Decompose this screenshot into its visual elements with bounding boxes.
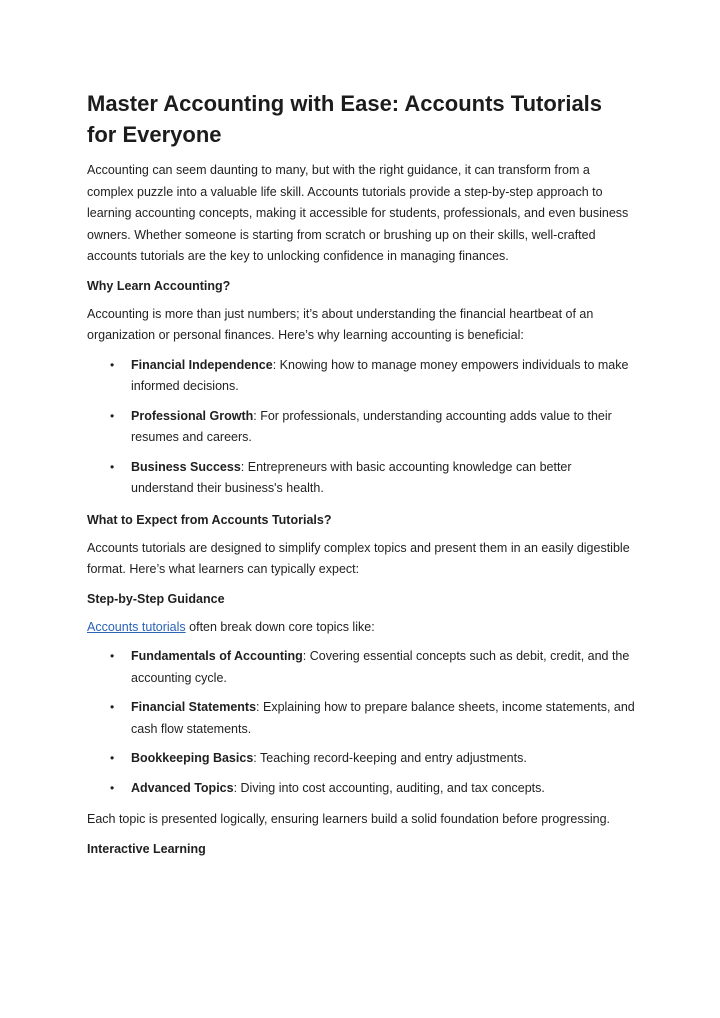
step-paragraph-text: often break down core topics like: [185,619,375,634]
list-item [87,697,636,740]
interactive-heading: Interactive Learning [87,841,206,856]
step-closing-paragraph: Each topic is presented logically, ensuring learners build a solid foundation before progressing. [87,812,610,826]
list-item [87,748,636,770]
list-item-desc: : Diving into cost accounting, auditing, and tax concepts. [233,780,545,795]
list-item-desc: : Knowing how to manage money empowers individuals to make informed decisions. [131,357,629,393]
why-list [87,355,636,500]
list-item [87,355,636,398]
accounts-tutorials-link[interactable]: Accounts tutorials [87,619,186,634]
page-title: Master Accounting with Ease: Accounts Tutorials for Everyone [87,91,603,147]
step-paragraph [87,617,636,639]
expect-paragraph: Accounts tutorials are designed to simplify complex topics and present them in an easily digestible format. Here’s what learners can typically expect: [87,540,630,576]
list-item-desc: : Explaining how to prepare balance sheets, income statements, and cash flow statements. [131,700,635,736]
why-paragraph: Accounting is more than just numbers; it’s about understanding the financial heartbeat of an organization or personal finances. Here’s why learning accounting is beneficial: [87,306,594,342]
list-item-desc: : Teaching record-keeping and entry adjustments. [253,751,527,765]
bullet-icon: • [110,780,115,795]
list-item-term: Business Success [131,459,241,474]
list-item [87,406,636,449]
list-item-desc: : Covering essential concepts such as debit, credit, and the accounting cycle. [131,649,630,685]
list-item-term: Bookkeeping Basics [131,751,254,765]
bullet-icon: • [110,357,115,372]
list-item-desc: : For professionals, understanding accounting adds value to their resumes and careers. [131,408,612,444]
list-item-term: Professional Growth [131,408,254,423]
why-heading: Why Learn Accounting? [87,278,231,293]
bullet-icon: • [110,700,115,714]
list-item [87,778,636,800]
list-item [87,457,636,500]
list-item-term: Fundamentals of Accounting [131,649,303,663]
intro-paragraph: Accounting can seem daunting to many, but with the right guidance, it can transform from a complex puzzle into a valuable life skill. Accounts tutorials provide a step-by-step approach to learning accounting concepts, making it accessible for students, professionals, and even business owners. Whether someone is starting from scratch or brushing up on their skills, well-crafted accounts tutorials are the key to unlocking confidence in managing finances. [87,163,629,263]
step-heading: Step-by-Step Guidance [87,591,225,606]
step-list [87,646,636,799]
bullet-icon: • [110,751,115,765]
bullet-icon: • [110,649,115,663]
list-item-term: Financial Statements [131,700,257,714]
bullet-icon: • [110,459,115,474]
bullet-icon: • [110,408,115,423]
list-item-term: Advanced Topics [131,780,234,795]
list-item-term: Financial Independence [131,357,273,372]
list-item-desc: : Entrepreneurs with basic accounting knowledge can better understand their business's health. [131,459,572,495]
list-item [87,646,636,689]
expect-heading: What to Expect from Accounts Tutorials? [87,512,332,527]
